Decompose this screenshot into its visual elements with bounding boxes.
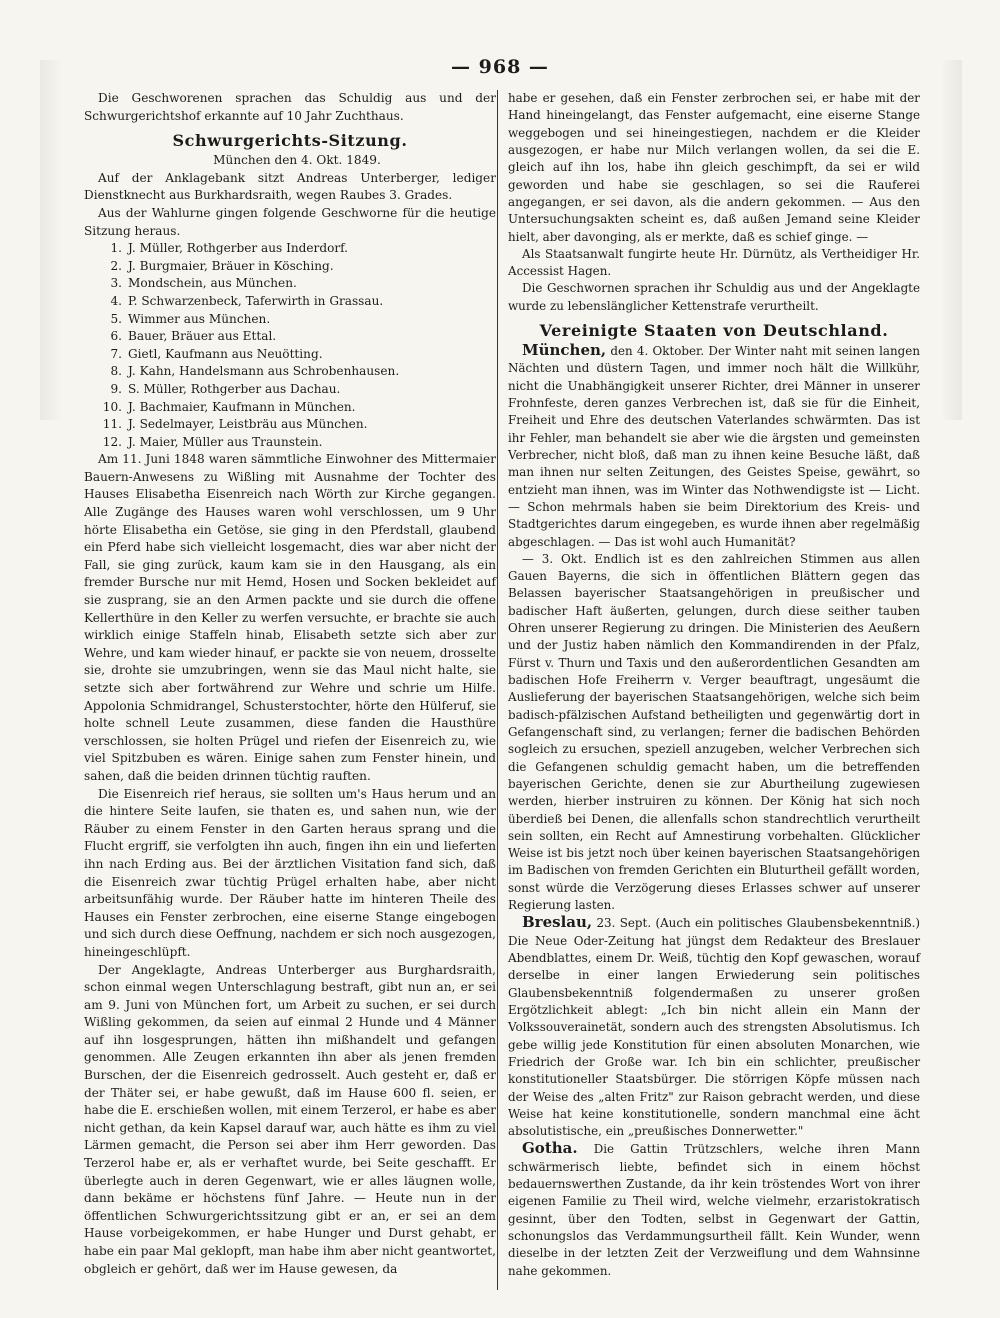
juror-text: P. Schwarzenbeck, Taferwirth in Grassau. <box>128 293 384 308</box>
juror-number: 3. <box>110 276 122 291</box>
news-text-gotha: Die Gattin Trützschlers, welche ihren Mann schwärmerisch liebte, befindet sich in einem höchst bedauernswerthen Zustande, da ihr kein tröstendes Wort von ihrer eigenen Familie zu Theil wird, welche vielmehr, erzaristokratisch gesinnt, über den Todten, selbst in Gegenwart der Gattin, schonungslos das Verdammungsurtheil fällt. Kein Wunder, wenn dieselbe in der letzten Zeit der Verzweiflung und dem Wahnsinne nahe gekommen. <box>508 1142 921 1278</box>
placename-breslau: Breslau, <box>522 913 593 932</box>
juror-text: J. Sedelmayer, Leistbräu aus München. <box>128 417 368 432</box>
juror-text: Mondschein, aus München. <box>128 276 297 291</box>
juror-item <box>96 311 496 329</box>
juror-item <box>96 240 496 258</box>
page-edge-shadow-left <box>40 60 62 420</box>
juror-number: 8. <box>110 364 122 379</box>
news-item-okt3: — 3. Okt. Endlich ist es den zahlreichen Stimmen aus allen Gauen Bayerns, die sich in öffentlichen Blättern gegen das Belassen bayerischer Staatsangehörigen in preußischer und badischer Haft äußerten, gelungen, durch diese seither tauben Ohren unserer Regierung zu dringen. Die Ministerien des Aeußern und der Justiz haben nämlich den Kommandirenden in der Pfalz, Fürst v. Thurn und Taxis und den außerordentlichen Gesandten am badischen Hofe Freiherrn v. Verger beauftragt, ungesäumt die Auslieferung der bayerischen Staatsangehörigen, welche sich beim badisch-pfälzischen Aufstand betheiligten und gegenwärtig dort in Gefangenschaft sind, zu verlangen; ferner die badischen Behörden sogleich zu ersuchen, speziell anzugeben, welcher Verbrechen sich die Gefangenen schuldig gemacht haben, um die betreffenden bayerischen Gerichte, denen sie zur Aburtheilung zugewiesen werden, hierber instruiren zu können. Der König hat sich noch überdieß bei Denen, die allenfalls schon standrechtlich verurtheilt sein sollten, ein Recht auf Amnestirung vorbehalten. Glücklicher Weise ist bis jetzt noch über keinen bayerischen Staatsangehörigen im Badischen von fremden Gerichten ein Bluturtheil gefällt worden, sonst würde die Verzögerung dieses Erlasses schwer auf unserer Regierung lasten. <box>508 551 920 913</box>
verdict-paragraph: Die Geschwornen sprachen ihr Schuldig aus und der Angeklagte wurde zu lebenslänglicher Kettenstrafe verurtheilt. <box>508 281 920 313</box>
juror-text: J. Kahn, Handelsmann aus Schrobenhausen. <box>128 364 400 379</box>
juror-text: Bauer, Bräuer aus Ettal. <box>128 329 277 344</box>
news-item-muenchen <box>508 342 920 551</box>
news-item-gotha <box>508 1140 920 1280</box>
juror-number: 1. <box>110 241 122 256</box>
article-paragraph: Die Eisenreich rief heraus, sie sollten um's Haus herum und an die hintere Seite laufen, sie thaten es, und sahen nun, wie der Räuber zu einem Fenster in den Garten heraus sprang und die Flucht ergriff, sie verfolgten ihn auch, fingen ihn ein und lieferten ihn nach Erding aus. Bei der ärztlichen Visitation fand sich, daß die Eisenreich zwar tüchtig Prügel erhalten habe, aber nicht arbeitsunfähig wurde. Der Räuber hatte im hinteren Theile des Hauses ein Fenster zerbrochen, eine eiserne Stange eingebogen und sich durch diese Oeffnung, nachdem er sich noch ausgezogen, hineingeschlüpft. <box>84 786 496 959</box>
juror-item <box>96 381 496 399</box>
juror-number: 9. <box>110 381 122 396</box>
juror-number: 4. <box>110 293 122 308</box>
news-item-breslau <box>508 914 920 1140</box>
prosecutor-paragraph: Als Staatsanwalt fungirte heute Hr. Dürnütz, als Vertheidiger Hr. Accessist Hagen. <box>508 246 920 279</box>
juror-item <box>96 293 496 311</box>
section-heading-vereinigte-staaten: Vereinigte Staaten von Deutschland. <box>539 321 889 341</box>
juror-text: Gietl, Kaufmann aus Neuötting. <box>128 346 323 361</box>
news-text-breslau: 23. Sept. (Auch ein politisches Glaubensbekenntniß.) Die Neue Oder-Zeitung hat jüngst dem Redakteur des Breslauer Abendblattes, einem Dr. Weiß, tüchtig den Kopf gewaschen, worauf derselbe in einer langen Erwiederung sein politisches Glaubensbekenntniß folgendermaßen zu unserer großen Ergötzlichkeit ablegt: „Ich bin nicht allein ein Mann der Volkssouverainetät, sondern auch des strengsten Absolutismus. Ich gebe willig jede Konstitution für einen absoluten Monarchen, wie Friedrich der Große war. Ich bin ein schlichter, preußischer konstitutioneller Staatsbürger. Die störrigen Köpfe müssen nach der Weise des „alten Fritz" zur Raison gebracht werden, und diese Weise hat keine konstitutionelle, sondern manchmal eine ächt absolutistische, ein „preußisches Donnerwetter." <box>508 916 920 1139</box>
juror-item <box>96 328 496 346</box>
juror-number: 7. <box>110 346 122 361</box>
juror-number: 2. <box>110 258 122 273</box>
left-column <box>84 90 496 1278</box>
intro-paragraph: Die Geschworenen sprachen das Schuldig aus und der Schwurgerichtshof erkannte auf 10 Jahr Zuchthaus. <box>84 91 496 123</box>
article-paragraph: Auf der Anklagebank sitzt Andreas Unterberger, lediger Dienstknecht aus Burkhardsraith, wegen Raubes 3. Grades. <box>84 170 496 203</box>
article-paragraph: Am 11. Juni 1848 waren sämmtliche Einwohner des Mittermaier Bauern-Anwesens zu Wißling mit Ausnahme der Tochter des Hauses Elisabetha Eisenreich nach Wörth zur Kirche gegangen. Alle Zugänge des Hauses waren wohl verschlossen, um 9 Uhr hörte Elisabetha ein Getöse, sie ging in den Pferdstall, glaubend ein Pferd habe sich vielleicht losgemacht, dies war aber nicht der Fall, sie ging zurück, kaum kam sie in den Hausgang, als ein fremder Bursche nur mit Hemd, Hosen und Socken bekleidet auf sie zusprang, sie an den Armen packte und sie durch die offene Kellerthüre in den Keller zu werfen versuchte, er brachte sie auch wirklich einige Staffeln hinab, Elisabeth setzte sich aber zur Wehre, und kam wieder hinauf, er packte sie von neuem, drosselte sie, drohte sie umzubringen, wenn sie das Maul nicht halte, sie setzte sich aber fortwährend zur Wehre und schrie um Hilfe. Appolonia Schmidrangel, Schusterstochter, hörte den Hülferuf, sie holte schnell Leute zusammen, diese fanden die Hausthüre verschlossen, sie holten Prügel und riefen der Eisenreich zu, wie viel Spitzbuben es wären. Einige sahen zum Fenster hinein, und sahen, daß die beiden drinnen tüchtig rauften. <box>84 452 496 783</box>
juror-item <box>96 399 496 417</box>
placename-muenchen: München, <box>522 341 607 360</box>
juror-item <box>96 275 496 293</box>
section-heading-schwurgericht: Schwurgerichts-Sitzung. <box>172 131 408 151</box>
juror-number: 10. <box>102 399 122 414</box>
juror-text: S. Müller, Rothgerber aus Dachau. <box>128 381 341 396</box>
article-paragraph: Aus der Wahlurne gingen folgende Geschworne für die heutige Sitzung heraus. <box>84 205 496 238</box>
juror-number: 6. <box>110 329 122 344</box>
juror-text: J. Maier, Müller aus Traunstein. <box>128 434 323 449</box>
juror-item <box>96 363 496 381</box>
juror-number: 11. <box>102 417 122 432</box>
dateline: München den 4. Okt. 1849. <box>213 153 381 168</box>
juror-number: 12. <box>102 434 122 449</box>
juror-text: Wimmer aus München. <box>128 311 271 326</box>
juror-item <box>96 416 496 434</box>
juror-item <box>96 434 496 452</box>
page-number: — 968 — <box>451 56 549 78</box>
juror-text: J. Müller, Rothgerber aus Inderdorf. <box>128 241 349 256</box>
page-edge-shadow-right <box>940 60 962 420</box>
column-divider <box>497 90 498 1290</box>
juror-text: J. Bachmaier, Kaufmann in München. <box>128 399 356 414</box>
placename-gotha: Gotha. <box>522 1139 578 1158</box>
continuation-paragraph: habe er gesehen, daß ein Fenster zerbrochen sei, er habe mit der Hand hineingelangt, das Fenster aufgemacht, eine eiserne Stange weggebogen und sei hineingestiegen, nachdem er die Kleider ausgezogen, er habe nur Milch verlangen wollen, da sei die E. gleich auf ihn los, habe ihn gleich geschimpft, da sei er wild geworden und habe sie geschlagen, so sei die Rauferei angegangen, er sei davon, als die andern gekommen. — Aus den Untersuchungsakten scheint es, daß außen Jemand seine Kleider hielt, aber davonging, als er merkte, daß es schief ginge. — <box>508 91 920 244</box>
right-column <box>508 90 920 1280</box>
news-text-muenchen: den 4. Oktober. Der Winter naht mit seinen langen Nächten und düstern Tagen, und immer noch hält die Willkühr, nicht die Unabhängigkeit unserer Richter, drei Männer in unserer Frohnfeste, deren ganzes Verbrechen ist, daß sie für die Einheit, Freiheit und Ehre des deutschen Vaterlandes schwärmten. Das ist ihr Fehler, man behandelt sie aber wie die ärgsten und gemeinsten Verbrecher, nicht bloß, daß man zu ihnen keine Besuche läßt, daß man ihnen nur selten Zeitungen, des Geistes Speise, gewährt, so entzieht man ihnen, was im Winter das Nothwendigste ist — Licht. — Schon mehrmals haben sie beim Direktorium des Kreis- und Stadtgerichtes darum eingegeben, es wurde ihnen aber regelmäßig abgeschlagen. — Das ist wohl auch Humanität? <box>508 344 920 549</box>
juror-item <box>96 258 496 276</box>
juror-number: 5. <box>110 311 122 326</box>
juror-list <box>84 240 496 451</box>
juror-text: J. Burgmaier, Bräuer in Kösching. <box>128 258 334 273</box>
article-paragraph: Der Angeklagte, Andreas Unterberger aus Burghardsraith, schon einmal wegen Unterschlagung bestraft, gibt nun an, er sei am 9. Juni von München fort, um Arbeit zu suchen, er sei durch Wißling gekommen, da seien auf einmal 2 Hunde und 4 Männer auf ihn losgesprungen, hätten ihn mißhandelt und gefangen genommen. Alle Zeugen erkannten ihn aber als jenen fremden Burschen, der die Eisenreich gedrosselt. Auch gesteht er, daß er der Thäter sei, er habe gewußt, daß im Hause 600 fl. seien, er habe die E. erschießen wollen, mit einem Terzerol, er habe es aber nicht gethan, da kein Kapsel darauf war, auch hätte es ihm zu viel Lärmen gemacht, die Person sei aber ihm Herr geworden. Das Terzerol habe er, als er verhaftet wurde, bei Seite geschafft. Er überlegte auch in deren Gegenwart, wie er alles läugnen wolle, dann bekäme er höchstens fünf Jahre. — Heute nun in der öffentlichen Schwurgerichtssitzung gibt er an, er sei an dem Hause vorbeigekommen, er habe Hunger und Durst gehabt, er habe ein paar Mal geklopft, man habe ihm aber nicht geantwortet, obgleich er gehört, daß wer im Hause gewesen, da <box>84 962 496 1276</box>
juror-item <box>96 346 496 364</box>
